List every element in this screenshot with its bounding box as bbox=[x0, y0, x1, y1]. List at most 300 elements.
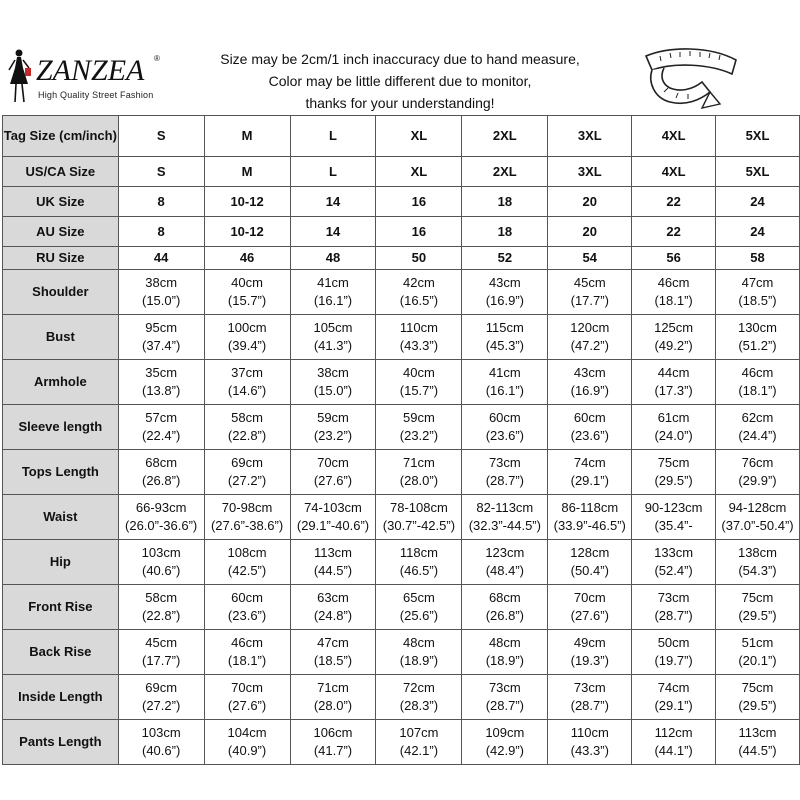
measurement-cell bbox=[548, 630, 632, 675]
inch-value: (49.2”) bbox=[654, 338, 693, 353]
inch-value: (47.2”) bbox=[570, 338, 609, 353]
inch-value: (22.8”) bbox=[142, 608, 181, 623]
inch-value: (17.7”) bbox=[142, 653, 181, 668]
inch-value: (16.9”) bbox=[485, 293, 524, 308]
row-label: Tag Size (cm/inch) bbox=[3, 116, 119, 157]
cm-value: 75cm bbox=[741, 680, 774, 695]
cm-value: 66-93cm bbox=[135, 500, 187, 515]
row-label: Armhole bbox=[3, 360, 119, 405]
cm-value: 103cm bbox=[141, 725, 181, 740]
cm-value: 59cm bbox=[317, 410, 349, 425]
brand-name: ZANZEA bbox=[36, 54, 145, 87]
cm-value: 43cm bbox=[488, 275, 521, 290]
cm-value: 115cm bbox=[485, 320, 524, 335]
measurement-cell bbox=[376, 405, 462, 450]
measurement-cell bbox=[204, 270, 290, 315]
cm-value: 38cm bbox=[317, 365, 349, 380]
inch-value: (45.3”) bbox=[485, 338, 524, 353]
measurement-cell bbox=[462, 675, 548, 720]
cm-value: 45cm bbox=[573, 275, 606, 290]
inch-value: (18.1”) bbox=[227, 653, 267, 668]
measurement-cell bbox=[632, 585, 716, 630]
measurement-cell bbox=[632, 315, 716, 360]
cm-value: 75cm bbox=[657, 455, 690, 470]
measurement-cell bbox=[290, 360, 376, 405]
measurement-cell bbox=[376, 450, 462, 495]
inch-value: (17.3”) bbox=[654, 383, 693, 398]
measurement-cell bbox=[715, 405, 799, 450]
cm-value: 41cm bbox=[317, 275, 349, 290]
row-label: Front Rise bbox=[3, 585, 119, 630]
row-label: AU Size bbox=[3, 217, 119, 247]
inch-value: (42.5”) bbox=[227, 563, 267, 578]
inch-value: (43.3”) bbox=[399, 338, 439, 353]
measurement-cell bbox=[462, 315, 548, 360]
measurement-cell bbox=[548, 585, 632, 630]
cm-value: 63cm bbox=[317, 590, 349, 605]
measurement-cell bbox=[715, 450, 799, 495]
measurement-cell bbox=[118, 630, 204, 675]
measurement-cell bbox=[290, 270, 376, 315]
inch-value: (18.1”) bbox=[654, 293, 693, 308]
size-cell: 18 bbox=[462, 217, 548, 247]
inch-value: (43.3”) bbox=[570, 743, 609, 758]
inch-value: (24.4”) bbox=[738, 428, 777, 443]
cm-value: 72cm bbox=[403, 680, 435, 695]
cm-value: 70cm bbox=[317, 455, 349, 470]
inch-value: (18.5”) bbox=[738, 293, 777, 308]
measurement-cell bbox=[204, 405, 290, 450]
inch-value: (29.5”) bbox=[738, 608, 777, 623]
size-cell: 52 bbox=[462, 247, 548, 270]
measurement-cell bbox=[376, 495, 462, 540]
cm-value: 100cm bbox=[227, 320, 267, 335]
size-row bbox=[3, 217, 800, 247]
cm-value: 110cm bbox=[399, 320, 438, 335]
brand-logo bbox=[6, 44, 166, 104]
measurement-row bbox=[3, 360, 800, 405]
measurement-cell bbox=[376, 315, 462, 360]
cm-value: 107cm bbox=[399, 725, 439, 740]
cm-value: 76cm bbox=[741, 455, 774, 470]
cm-value: 74-103cm bbox=[304, 500, 362, 515]
row-label: Pants Length bbox=[3, 720, 119, 765]
measurement-cell bbox=[204, 540, 290, 585]
cm-value: 103cm bbox=[141, 545, 181, 560]
inch-value: (23.2”) bbox=[313, 428, 353, 443]
cm-value: 109cm bbox=[485, 725, 525, 740]
inch-value: (51.2”) bbox=[738, 338, 777, 353]
size-row bbox=[3, 247, 800, 270]
measurement-cell bbox=[632, 675, 716, 720]
measurement-cell bbox=[118, 405, 204, 450]
cm-value: 130cm bbox=[737, 320, 777, 335]
size-cell: 58 bbox=[715, 247, 799, 270]
cm-value: 105cm bbox=[313, 320, 353, 335]
size-cell: 3XL bbox=[548, 116, 632, 157]
measurement-cell bbox=[715, 540, 799, 585]
inch-value: (14.6”) bbox=[227, 383, 267, 398]
size-cell: 10-12 bbox=[204, 187, 290, 217]
cm-value: 49cm bbox=[573, 635, 606, 650]
size-cell: 2XL bbox=[462, 157, 548, 187]
inch-value: (23.6”) bbox=[570, 428, 609, 443]
measurement-cell bbox=[548, 450, 632, 495]
measurement-cell bbox=[204, 720, 290, 765]
cm-value: 108cm bbox=[227, 545, 267, 560]
inch-value: (39.4”) bbox=[227, 338, 267, 353]
cm-value: 123cm bbox=[485, 545, 525, 560]
measurement-cell bbox=[548, 270, 632, 315]
measurement-cell bbox=[290, 720, 376, 765]
measurement-cell bbox=[204, 315, 290, 360]
inch-value: (26.8”) bbox=[142, 473, 181, 488]
cm-value: 118cm bbox=[399, 545, 438, 560]
inch-value: (29.9”) bbox=[738, 473, 777, 488]
measurement-cell bbox=[118, 270, 204, 315]
cm-value: 69cm bbox=[145, 680, 178, 695]
inch-value: (50.4”) bbox=[570, 563, 609, 578]
inch-value: (18.9”) bbox=[485, 653, 524, 668]
size-cell: 24 bbox=[715, 217, 799, 247]
cm-value: 60cm bbox=[488, 410, 521, 425]
cm-value: 138cm bbox=[737, 545, 777, 560]
cm-value: 35cm bbox=[145, 365, 178, 380]
measurement-row bbox=[3, 405, 800, 450]
size-cell: 16 bbox=[376, 217, 462, 247]
cm-value: 48cm bbox=[403, 635, 435, 650]
measurement-cell bbox=[632, 270, 716, 315]
measurement-cell bbox=[204, 360, 290, 405]
inch-value: (46.5”) bbox=[399, 563, 439, 578]
measurement-cell bbox=[118, 360, 204, 405]
row-label: UK Size bbox=[3, 187, 119, 217]
size-cell: 10-12 bbox=[204, 217, 290, 247]
inch-value: (28.0”) bbox=[313, 698, 353, 713]
inch-value: (28.7”) bbox=[654, 608, 693, 623]
measurement-cell bbox=[632, 495, 716, 540]
size-cell: 3XL bbox=[548, 157, 632, 187]
inch-value: (24.0”) bbox=[654, 428, 693, 443]
size-cell: S bbox=[118, 157, 204, 187]
size-cell: L bbox=[290, 116, 376, 157]
inch-value: (44.5”) bbox=[313, 563, 353, 578]
size-cell: 4XL bbox=[632, 157, 716, 187]
inch-value: (25.6”) bbox=[399, 608, 439, 623]
measurement-cell bbox=[548, 315, 632, 360]
measurement-cell bbox=[715, 630, 799, 675]
measurement-cell bbox=[632, 540, 716, 585]
inch-value: (16.1”) bbox=[485, 383, 524, 398]
measurement-cell bbox=[462, 630, 548, 675]
inch-value: (42.9”) bbox=[485, 743, 524, 758]
cm-value: 46cm bbox=[231, 635, 263, 650]
inch-value: (27.6”) bbox=[227, 698, 267, 713]
size-chart-table bbox=[2, 115, 800, 765]
cm-value: 71cm bbox=[403, 455, 435, 470]
size-cell: 14 bbox=[290, 187, 376, 217]
cm-value: 41cm bbox=[488, 365, 521, 380]
measurement-cell bbox=[632, 450, 716, 495]
size-cell: XL bbox=[376, 157, 462, 187]
notice-line-2: Color may be little different due to monitor, bbox=[268, 73, 532, 89]
size-cell: 50 bbox=[376, 247, 462, 270]
cm-value: 90-123cm bbox=[644, 500, 703, 515]
inch-value: (24.8”) bbox=[313, 608, 353, 623]
measurement-cell bbox=[462, 540, 548, 585]
inch-value: (28.7”) bbox=[570, 698, 609, 713]
measurement-cell bbox=[376, 675, 462, 720]
cm-value: 46cm bbox=[657, 275, 690, 290]
cm-value: 94-128cm bbox=[728, 500, 787, 515]
measurement-cell bbox=[118, 675, 204, 720]
size-cell: 16 bbox=[376, 187, 462, 217]
cm-value: 82-113cm bbox=[476, 500, 534, 515]
inch-value: (27.6”) bbox=[313, 473, 353, 488]
size-cell: 22 bbox=[632, 217, 716, 247]
size-cell: 48 bbox=[290, 247, 376, 270]
registered-mark: ® bbox=[154, 54, 160, 63]
inch-value: (16.9”) bbox=[570, 383, 609, 398]
size-cell: 54 bbox=[548, 247, 632, 270]
measurement-cell bbox=[118, 450, 204, 495]
measurement-cell bbox=[715, 585, 799, 630]
inch-value: (29.1”-40.6”) bbox=[296, 518, 370, 533]
cm-value: 73cm bbox=[657, 590, 690, 605]
row-label: Bust bbox=[3, 315, 119, 360]
measurement-cell bbox=[376, 540, 462, 585]
inch-value: (18.1”) bbox=[738, 383, 777, 398]
cm-value: 133cm bbox=[654, 545, 694, 560]
measurement-row bbox=[3, 495, 800, 540]
measurement-cell bbox=[290, 450, 376, 495]
measurement-cell bbox=[118, 540, 204, 585]
measurement-cell bbox=[204, 585, 290, 630]
row-label: RU Size bbox=[3, 247, 119, 270]
measurement-cell bbox=[632, 630, 716, 675]
measurement-cell bbox=[548, 675, 632, 720]
size-row bbox=[3, 116, 800, 157]
cm-value: 69cm bbox=[231, 455, 263, 470]
cm-value: 112cm bbox=[654, 725, 693, 740]
cm-value: 70-98cm bbox=[221, 500, 273, 515]
size-cell: XL bbox=[376, 116, 462, 157]
cm-value: 78-108cm bbox=[390, 500, 448, 515]
cm-value: 73cm bbox=[488, 680, 521, 695]
inch-value: (40.9”) bbox=[227, 743, 267, 758]
inch-value: (27.6”-38.6”) bbox=[210, 518, 284, 533]
size-cell: 5XL bbox=[715, 116, 799, 157]
cm-value: 75cm bbox=[741, 590, 774, 605]
measurement-row bbox=[3, 675, 800, 720]
size-cell: 4XL bbox=[632, 116, 716, 157]
measurement-cell bbox=[204, 450, 290, 495]
cm-value: 43cm bbox=[573, 365, 606, 380]
measurement-cell bbox=[715, 675, 799, 720]
inch-value: (23.6”) bbox=[485, 428, 524, 443]
inch-value: (29.5”) bbox=[654, 473, 693, 488]
cm-value: 38cm bbox=[145, 275, 178, 290]
inch-value: (28.3”) bbox=[399, 698, 439, 713]
inch-value: (26.0”-36.6”) bbox=[125, 518, 198, 533]
inch-value: (18.9”) bbox=[399, 653, 439, 668]
cm-value: 113cm bbox=[313, 545, 353, 560]
inch-value: (32.3”-44.5”) bbox=[468, 518, 541, 533]
measurement-cell bbox=[462, 585, 548, 630]
size-cell: 22 bbox=[632, 187, 716, 217]
row-label: Back Rise bbox=[3, 630, 119, 675]
cm-value: 128cm bbox=[570, 545, 610, 560]
row-label: Tops Length bbox=[3, 450, 119, 495]
measurement-cell bbox=[715, 495, 799, 540]
measurement-cell bbox=[376, 720, 462, 765]
inch-value: (28.7”) bbox=[485, 473, 524, 488]
inch-value: (19.7”) bbox=[654, 653, 693, 668]
measurement-cell bbox=[290, 585, 376, 630]
measurement-cell bbox=[290, 405, 376, 450]
inch-value: (17.7”) bbox=[570, 293, 609, 308]
cm-value: 68cm bbox=[145, 455, 178, 470]
cm-value: 37cm bbox=[231, 365, 263, 380]
inch-value: (40.6”) bbox=[142, 743, 181, 758]
size-cell: S bbox=[118, 116, 204, 157]
inch-value: (23.6”) bbox=[227, 608, 267, 623]
measurement-row bbox=[3, 450, 800, 495]
inch-value: (40.6”) bbox=[142, 563, 181, 578]
inch-value: (20.1”) bbox=[738, 653, 777, 668]
cm-value: 46cm bbox=[741, 365, 774, 380]
row-label: Sleeve length bbox=[3, 405, 119, 450]
size-cell: 14 bbox=[290, 217, 376, 247]
inch-value: (29.1”) bbox=[570, 473, 609, 488]
cm-value: 47cm bbox=[741, 275, 774, 290]
measurement-cell bbox=[548, 495, 632, 540]
measurement-cell bbox=[715, 315, 799, 360]
inch-value: (37.4”) bbox=[142, 338, 181, 353]
measurement-cell bbox=[118, 720, 204, 765]
size-cell: 56 bbox=[632, 247, 716, 270]
brand-tagline: High Quality Street Fashion bbox=[38, 90, 154, 100]
size-cell: 5XL bbox=[715, 157, 799, 187]
measuring-tape-icon bbox=[640, 42, 744, 112]
measurement-cell bbox=[462, 720, 548, 765]
inch-value: (15.7”) bbox=[399, 383, 439, 398]
cm-value: 59cm bbox=[403, 410, 435, 425]
size-cell: 2XL bbox=[462, 116, 548, 157]
cm-value: 65cm bbox=[403, 590, 435, 605]
measurement-cell bbox=[290, 675, 376, 720]
cm-value: 58cm bbox=[145, 590, 178, 605]
measurement-row bbox=[3, 315, 800, 360]
cm-value: 113cm bbox=[738, 725, 777, 740]
inch-value: (29.5”) bbox=[738, 698, 777, 713]
cm-value: 60cm bbox=[573, 410, 606, 425]
inch-value: (13.8”) bbox=[142, 383, 181, 398]
row-label: US/CA Size bbox=[3, 157, 119, 187]
row-label: Waist bbox=[3, 495, 119, 540]
inch-value: (28.0”) bbox=[399, 473, 439, 488]
size-row bbox=[3, 157, 800, 187]
notice-line-1: Size may be 2cm/1 inch inaccuracy due to hand measure, bbox=[220, 51, 580, 67]
size-cell: 24 bbox=[715, 187, 799, 217]
measurement-cell bbox=[290, 315, 376, 360]
inch-value: (29.1”) bbox=[654, 698, 693, 713]
row-label: Shoulder bbox=[3, 270, 119, 315]
cm-value: 61cm bbox=[657, 410, 690, 425]
inch-value: (48.4”) bbox=[485, 563, 524, 578]
measurement-cell bbox=[548, 720, 632, 765]
cm-value: 95cm bbox=[145, 320, 178, 335]
cm-value: 106cm bbox=[313, 725, 353, 740]
measurement-cell bbox=[462, 405, 548, 450]
inch-value: (35.4”- bbox=[654, 518, 693, 533]
measurement-cell bbox=[376, 360, 462, 405]
cm-value: 57cm bbox=[145, 410, 178, 425]
inch-value: (44.1”) bbox=[654, 743, 693, 758]
cm-value: 62cm bbox=[741, 410, 774, 425]
measurement-cell bbox=[290, 540, 376, 585]
cm-value: 73cm bbox=[573, 680, 606, 695]
inch-value: (54.3”) bbox=[738, 563, 777, 578]
dress-figure-icon bbox=[6, 48, 32, 104]
cm-value: 125cm bbox=[654, 320, 694, 335]
measurement-cell bbox=[632, 360, 716, 405]
inch-value: (15.7”) bbox=[227, 293, 267, 308]
size-cell: 18 bbox=[462, 187, 548, 217]
measurement-cell bbox=[462, 495, 548, 540]
inch-value: (19.3”) bbox=[570, 653, 609, 668]
inch-value: (27.6”) bbox=[570, 608, 609, 623]
cm-value: 44cm bbox=[657, 365, 690, 380]
inch-value: (15.0”) bbox=[313, 383, 353, 398]
inch-value: (18.5”) bbox=[313, 653, 353, 668]
measurement-cell bbox=[204, 630, 290, 675]
measurement-cell bbox=[548, 405, 632, 450]
measurement-cell bbox=[118, 315, 204, 360]
cm-value: 74cm bbox=[573, 455, 606, 470]
size-cell: 20 bbox=[548, 217, 632, 247]
inch-value: (41.3”) bbox=[313, 338, 353, 353]
cm-value: 40cm bbox=[403, 365, 435, 380]
size-cell: L bbox=[290, 157, 376, 187]
measurement-cell bbox=[118, 495, 204, 540]
cm-value: 73cm bbox=[488, 455, 521, 470]
inch-value: (22.8”) bbox=[227, 428, 267, 443]
inch-value: (27.2”) bbox=[227, 473, 267, 488]
cm-value: 68cm bbox=[488, 590, 521, 605]
size-row bbox=[3, 187, 800, 217]
inch-value: (41.7”) bbox=[313, 743, 353, 758]
cm-value: 45cm bbox=[145, 635, 178, 650]
inch-value: (23.2”) bbox=[399, 428, 439, 443]
measurement-row bbox=[3, 270, 800, 315]
cm-value: 86-118cm bbox=[561, 500, 619, 515]
inch-value: (22.4”) bbox=[142, 428, 181, 443]
inch-value: (30.7”-42.5”) bbox=[382, 518, 456, 533]
measurement-notice bbox=[190, 48, 610, 114]
inch-value: (16.1”) bbox=[313, 293, 353, 308]
cm-value: 47cm bbox=[317, 635, 349, 650]
cm-value: 48cm bbox=[488, 635, 521, 650]
row-label: Hip bbox=[3, 540, 119, 585]
inch-value: (33.9”-46.5”) bbox=[553, 518, 626, 533]
size-cell: 8 bbox=[118, 187, 204, 217]
inch-value: (52.4”) bbox=[654, 563, 693, 578]
measurement-row bbox=[3, 630, 800, 675]
measurement-cell bbox=[632, 720, 716, 765]
measurement-row bbox=[3, 720, 800, 765]
measurement-cell bbox=[632, 405, 716, 450]
